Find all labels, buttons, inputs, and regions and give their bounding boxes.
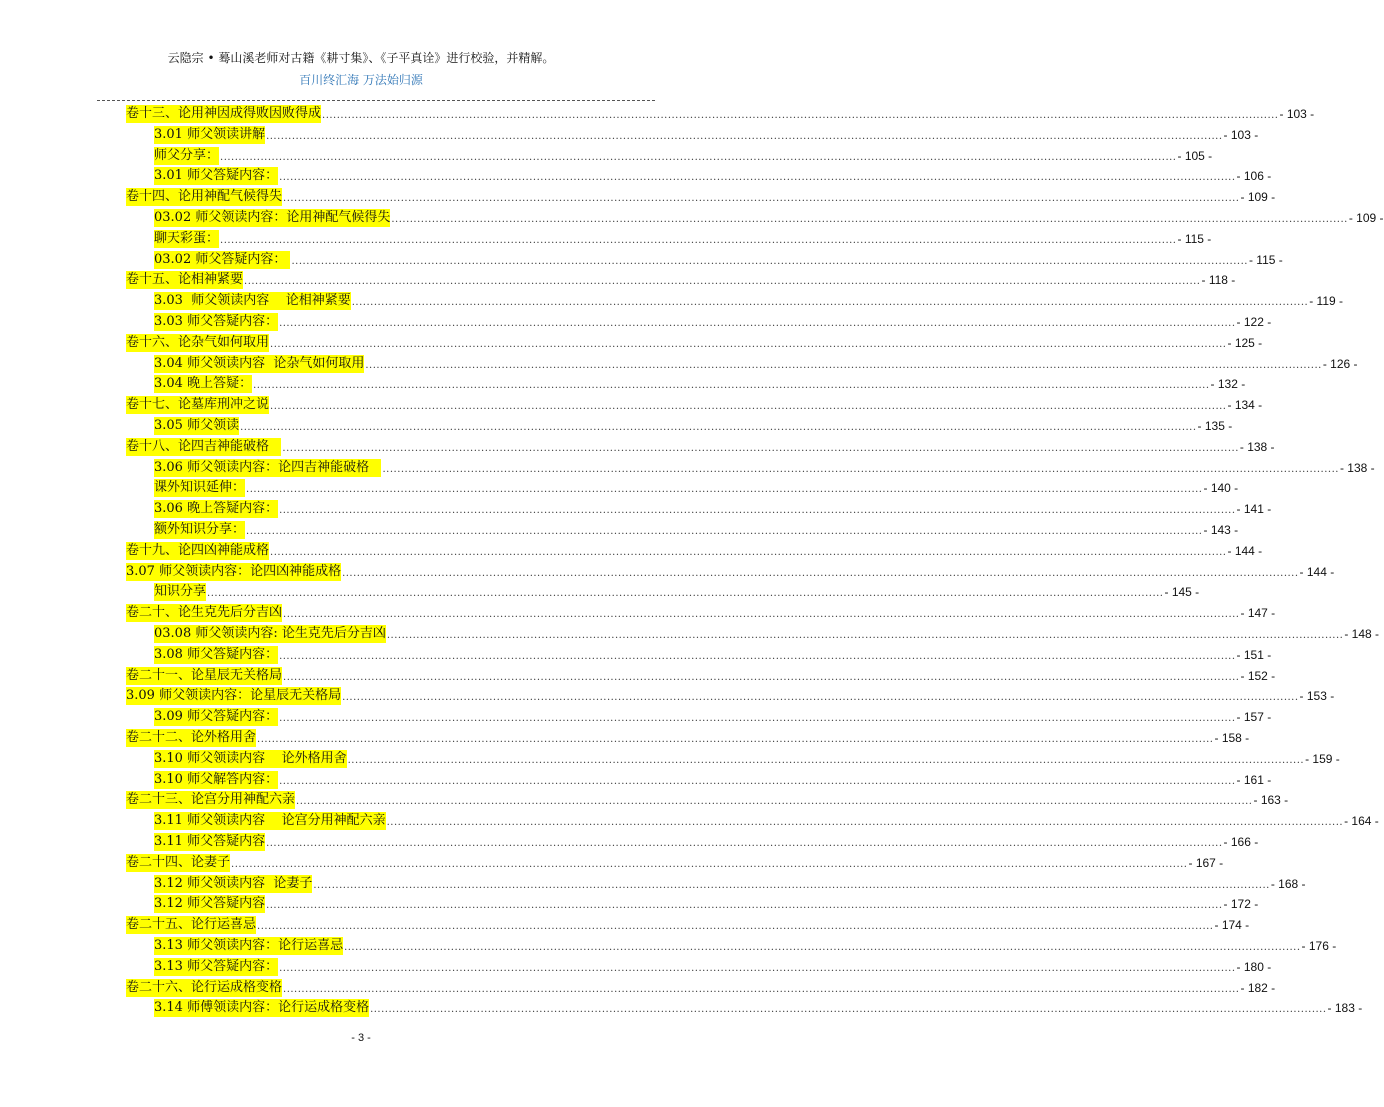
toc-entry-page: - 159 - bbox=[1305, 751, 1340, 766]
toc-entry-page: - 144 - bbox=[1227, 543, 1263, 558]
toc-entry-page: - 126 - bbox=[1322, 356, 1358, 371]
toc-entry-title: 课外知识延伸： bbox=[154, 480, 246, 496]
toc-entry-page: - 125 - bbox=[1227, 335, 1263, 350]
toc-entry[interactable] bbox=[154, 374, 1246, 394]
toc-leader-dots: .................................................................................................................................................................................................................................................................... bbox=[342, 567, 1299, 579]
toc-entry-page: - 138 - bbox=[1239, 439, 1275, 454]
toc-entry-page: - 153 - bbox=[1299, 689, 1335, 704]
toc-entry-title: 3.07 师父领读内容：论四凶神能成格 bbox=[126, 563, 342, 579]
toc-entry-page: - 147 - bbox=[1240, 606, 1276, 621]
toc-entry-page: - 141 - bbox=[1236, 502, 1272, 517]
toc-leader-dots: .................................................................................................................................................................................................................................................................... bbox=[253, 380, 1210, 392]
toc-entry-page: - 182 - bbox=[1240, 980, 1276, 995]
toc-entry[interactable] bbox=[154, 582, 1200, 602]
toc-entry[interactable] bbox=[154, 312, 1272, 332]
toc-leader-dots: .................................................................................................................................................................................................................................................................... bbox=[279, 962, 1236, 974]
toc-leader-dots: .................................................................................................................................................................................................................................................................... bbox=[266, 130, 1223, 142]
toc-entry-title: 卷二十、论生克先后分吉凶 bbox=[126, 605, 283, 621]
toc-entry[interactable] bbox=[154, 291, 1344, 311]
toc-leader-dots: .................................................................................................................................................................................................................................................................... bbox=[296, 796, 1253, 808]
toc-entry-page: - 118 - bbox=[1201, 273, 1236, 288]
toc-entry[interactable] bbox=[154, 936, 1337, 956]
toc-entry-title: 3.13 师父领读内容：论行运喜忌 bbox=[154, 938, 344, 953]
toc-leader-dots: .................................................................................................................................................................................................................................................................... bbox=[279, 172, 1236, 184]
toc-leader-dots: .................................................................................................................................................................................................................................................................... bbox=[279, 775, 1236, 787]
toc-leader-dots: .................................................................................................................................................................................................................................................................... bbox=[231, 858, 1188, 870]
toc-entry-title: 3.12 师父答疑内容 bbox=[154, 896, 266, 912]
toc-entry[interactable] bbox=[126, 915, 1250, 935]
toc-leader-dots: .................................................................................................................................................................................................................................................................... bbox=[347, 754, 1305, 766]
toc-entry-page: - 132 - bbox=[1210, 377, 1246, 392]
toc-entry-page: - 172 - bbox=[1223, 897, 1259, 912]
toc-entry[interactable] bbox=[126, 790, 1289, 810]
toc-leader-dots: .................................................................................................................................................................................................................................................................... bbox=[370, 1004, 1327, 1016]
toc-entry[interactable] bbox=[154, 499, 1272, 519]
toc-entry[interactable] bbox=[126, 853, 1224, 873]
toc-entry-title: 3.10 师父领读内容 论外格用舍 bbox=[154, 750, 347, 766]
toc-entry-title: 3.09 师父答疑内容： bbox=[154, 709, 279, 725]
toc-entry[interactable] bbox=[154, 208, 1384, 228]
toc-entry[interactable] bbox=[154, 624, 1380, 644]
toc-entry[interactable] bbox=[126, 395, 1263, 415]
toc-entry[interactable] bbox=[154, 957, 1272, 977]
toc-leader-dots: .................................................................................................................................................................................................................................................................... bbox=[244, 276, 1201, 288]
header-title: 云隐宗 • 蓦山溪老师对古籍《耕寸集》、《子平真诠》进行校验，并精解。 bbox=[167, 51, 555, 65]
toc-entry-page: - 103 - bbox=[1223, 127, 1259, 142]
toc-entry-page: - 115 - bbox=[1248, 252, 1283, 267]
toc-leader-dots: .................................................................................................................................................................................................................................................................... bbox=[283, 671, 1240, 683]
toc-entry[interactable] bbox=[126, 978, 1276, 998]
toc-leader-dots: .................................................................................................................................................................................................................................................................... bbox=[266, 838, 1223, 849]
toc-entry-title: 03.08 师父领读内容: 论生克先后分吉凶 bbox=[154, 626, 386, 641]
toc-entry-title: 03.02 师父领读内容：论用神配气候得失 bbox=[154, 210, 391, 225]
toc-leader-dots: .................................................................................................................................................................................................................................................................... bbox=[322, 110, 1279, 121]
toc-entry-page: - 106 - bbox=[1236, 169, 1272, 184]
toc-leader-dots: .................................................................................................................................................................................................................................................................... bbox=[207, 588, 1164, 600]
toc-entry-page: - 109 - bbox=[1240, 190, 1276, 205]
toc-entry-title: 3.12 师父领读内容 论妻子 bbox=[154, 875, 313, 891]
toc-entry[interactable] bbox=[154, 874, 1306, 894]
toc-entry-page: - 151 - bbox=[1236, 647, 1272, 662]
toc-entry-title: 卷十九、论四凶神能成格 bbox=[126, 542, 270, 558]
toc-entry-title: 3.01 师父领读讲解 bbox=[154, 126, 266, 142]
toc-entry-page: - 166 - bbox=[1223, 835, 1259, 849]
toc-entry-page: - 138 - bbox=[1339, 460, 1375, 475]
toc-entry-page: - 134 - bbox=[1227, 398, 1263, 413]
toc-entry-page: - 119 - bbox=[1309, 294, 1344, 309]
toc-entry-title: 卷二十三、论宫分用神配六亲 bbox=[126, 792, 296, 808]
toc-entry-page: - 158 - bbox=[1214, 731, 1250, 745]
toc-entry[interactable] bbox=[126, 562, 1335, 582]
toc-entry-page: - 115 - bbox=[1177, 231, 1212, 246]
toc-entry-title: 卷十三、论用神因成得败因败得成 bbox=[126, 106, 322, 121]
toc-entry-page: - 152 - bbox=[1240, 668, 1276, 683]
toc-leader-dots: .................................................................................................................................................................................................................................................................... bbox=[344, 942, 1301, 953]
toc-leader-dots: .................................................................................................................................................................................................................................................................... bbox=[257, 734, 1214, 745]
toc-entry-title: 3.11 师父答疑内容 bbox=[154, 834, 266, 849]
toc-entry[interactable] bbox=[154, 520, 1239, 540]
toc-leader-dots: .................................................................................................................................................................................................................................................................... bbox=[351, 297, 1309, 309]
toc-leader-dots: .................................................................................................................................................................................................................................................................... bbox=[342, 692, 1299, 704]
toc-leader-dots: .................................................................................................................................................................................................................................................................... bbox=[365, 359, 1322, 371]
toc-leader-dots: .................................................................................................................................................................................................................................................................... bbox=[282, 442, 1239, 454]
toc-entry-page: - 174 - bbox=[1214, 918, 1250, 933]
toc-entry-title: 03.02 师父答疑内容： bbox=[154, 251, 291, 267]
toc-entry[interactable] bbox=[126, 187, 1276, 207]
toc-entry[interactable] bbox=[154, 146, 1213, 166]
toc-leader-dots: .................................................................................................................................................................................................................................................................... bbox=[283, 609, 1240, 621]
toc-entry-title: 卷十五、论相神紧要 bbox=[126, 272, 244, 288]
toc-entry-title: 额外知识分享： bbox=[154, 522, 246, 537]
toc-entry-page: - 163 - bbox=[1253, 793, 1289, 808]
toc-entry-title: 卷二十六、论行运成格变格 bbox=[126, 979, 283, 995]
toc-leader-dots: .................................................................................................................................................................................................................................................................... bbox=[283, 193, 1240, 205]
toc-leader-dots: .................................................................................................................................................................................................................................................................... bbox=[279, 318, 1236, 329]
toc-entry[interactable] bbox=[126, 437, 1275, 457]
toc-entry-title: 3.01 师父答疑内容： bbox=[154, 168, 279, 184]
toc-entry-page: - 143 - bbox=[1203, 523, 1239, 537]
toc-entry-title: 3.14 师傅领读内容：论行运成格变格 bbox=[154, 1000, 370, 1016]
toc-entry-title: 卷二十一、论星辰无关格局 bbox=[126, 667, 283, 683]
toc-entry-title: 卷十六、论杂气如何取用 bbox=[126, 334, 270, 350]
toc-entry-page: - 109 - bbox=[1348, 211, 1384, 225]
toc-entry-title: 3.03 师父领读内容 论相神紧要 bbox=[154, 293, 351, 309]
toc-entry[interactable] bbox=[154, 749, 1340, 769]
toc-leader-dots: .................................................................................................................................................................................................................................................................... bbox=[279, 505, 1236, 517]
toc-entry-title: 3.05 师父领读 bbox=[154, 418, 240, 433]
toc-entry-title: 3.06 晚上答疑内容： bbox=[154, 501, 279, 517]
toc-entry[interactable] bbox=[154, 250, 1283, 270]
toc-entry-title: 卷二十五、论行运喜忌 bbox=[126, 917, 257, 933]
toc-entry-title: 师父分享： bbox=[154, 147, 220, 163]
toc-entry[interactable] bbox=[154, 832, 1259, 852]
toc-entry-page: - 183 - bbox=[1327, 1001, 1363, 1016]
toc-leader-dots: .................................................................................................................................................................................................................................................................... bbox=[386, 630, 1344, 641]
toc-entry-title: 知识分享 bbox=[154, 584, 207, 600]
toc-leader-dots: .................................................................................................................................................................................................................................................................... bbox=[391, 214, 1348, 225]
page-header bbox=[0, 50, 722, 88]
toc-entry[interactable] bbox=[154, 229, 1212, 249]
toc-leader-dots: .................................................................................................................................................................................................................................................................... bbox=[220, 151, 1177, 163]
toc-entry-page: - 180 - bbox=[1236, 959, 1272, 974]
toc-leader-dots: .................................................................................................................................................................................................................................................................... bbox=[220, 234, 1177, 246]
toc-entry[interactable] bbox=[126, 270, 1236, 290]
page-number: - 3 - bbox=[351, 1032, 371, 1044]
toc-entry-title: 3.08 师父答疑内容： bbox=[154, 646, 279, 662]
toc-entry-page: - 105 - bbox=[1177, 148, 1213, 163]
toc-leader-dots: .................................................................................................................................................................................................................................................................... bbox=[270, 546, 1227, 558]
toc-entry-page: - 122 - bbox=[1236, 315, 1272, 329]
toc-entry-title: 卷二十四、论妻子 bbox=[126, 854, 231, 870]
toc-entry[interactable] bbox=[126, 104, 1315, 124]
toc-entry[interactable] bbox=[154, 894, 1259, 914]
toc-entry-title: 聊天彩蛋： bbox=[154, 230, 220, 246]
toc-entry-title: 卷二十二、论外格用舍 bbox=[126, 730, 257, 745]
toc-entry-page: - 168 - bbox=[1270, 876, 1306, 891]
toc-entry-title: 3.10 师父解答内容： bbox=[154, 771, 279, 787]
toc-leader-dots: .................................................................................................................................................................................................................................................................... bbox=[270, 338, 1227, 350]
toc-entry[interactable] bbox=[154, 354, 1358, 374]
toc-entry-title: 3.03 师父答疑内容： bbox=[154, 314, 279, 329]
header-divider bbox=[97, 100, 655, 101]
toc-leader-dots: .................................................................................................................................................................................................................................................................... bbox=[240, 422, 1197, 433]
toc-leader-dots: .................................................................................................................................................................................................................................................................... bbox=[246, 526, 1203, 537]
header-subtitle: 百川终汇海 万法始归源 bbox=[299, 73, 423, 87]
toc-entry[interactable] bbox=[154, 645, 1272, 665]
toc-leader-dots: .................................................................................................................................................................................................................................................................... bbox=[246, 484, 1203, 496]
toc-leader-dots: .................................................................................................................................................................................................................................................................... bbox=[270, 401, 1227, 413]
toc-leader-dots: .................................................................................................................................................................................................................................................................... bbox=[257, 921, 1214, 933]
toc-entry-title: 3.09 师父领读内容：论星辰无关格局 bbox=[126, 688, 342, 704]
toc-entry[interactable] bbox=[126, 686, 1335, 706]
toc-entry-page: - 144 - bbox=[1299, 564, 1335, 579]
toc-entry[interactable] bbox=[126, 603, 1276, 623]
toc-entry-title: 3.06 师父领读内容：论四吉神能破格 bbox=[154, 459, 382, 475]
toc-entry[interactable] bbox=[154, 125, 1259, 145]
toc-entry-title: 卷十四、论用神配气候得失 bbox=[126, 189, 283, 205]
toc-entry-title: 3.11 师父领读内容 论宫分用神配六亲 bbox=[154, 813, 386, 829]
toc-leader-dots: .................................................................................................................................................................................................................................................................... bbox=[279, 650, 1236, 662]
toc-entry-title: 3.04 晚上答疑： bbox=[154, 376, 253, 392]
toc-entry-page: - 103 - bbox=[1279, 107, 1315, 121]
toc-entry-page: - 176 - bbox=[1301, 939, 1337, 953]
toc-entry[interactable] bbox=[154, 998, 1363, 1018]
toc-entry-title: 卷十七、论墓库刑冲之说 bbox=[126, 397, 270, 413]
toc-leader-dots: .................................................................................................................................................................................................................................................................... bbox=[266, 900, 1223, 912]
toc-entry-title: 卷十八、论四吉神能破格 bbox=[126, 438, 282, 454]
toc-entry[interactable] bbox=[154, 770, 1272, 790]
toc-entry-page: - 157 - bbox=[1236, 710, 1272, 725]
toc-entry[interactable] bbox=[154, 458, 1375, 478]
toc-leader-dots: .................................................................................................................................................................................................................................................................... bbox=[313, 879, 1270, 891]
toc-leader-dots: .................................................................................................................................................................................................................................................................... bbox=[283, 983, 1240, 995]
toc-leader-dots: .................................................................................................................................................................................................................................................................... bbox=[279, 713, 1236, 725]
toc-entry-page: - 148 - bbox=[1344, 627, 1380, 641]
toc-entry-title: 3.13 师父答疑内容： bbox=[154, 958, 279, 974]
toc-entry-page: - 161 - bbox=[1236, 772, 1272, 787]
toc-entry[interactable] bbox=[154, 478, 1239, 498]
toc-entry[interactable] bbox=[126, 728, 1250, 748]
toc-entry[interactable] bbox=[126, 666, 1276, 686]
toc-entry[interactable] bbox=[126, 333, 1263, 353]
toc-entry-page: - 164 - bbox=[1344, 814, 1379, 829]
toc-entry[interactable] bbox=[154, 707, 1272, 727]
toc-entry[interactable] bbox=[154, 416, 1233, 436]
toc-entry-page: - 135 - bbox=[1197, 419, 1233, 433]
toc-leader-dots: .................................................................................................................................................................................................................................................................... bbox=[382, 463, 1339, 475]
toc-entry-title: 3.04 师父领读内容 论杂气如何取用 bbox=[154, 355, 365, 371]
toc-entry-page: - 140 - bbox=[1203, 481, 1239, 496]
toc-entry[interactable] bbox=[126, 541, 1263, 561]
toc-entry[interactable] bbox=[154, 166, 1272, 186]
toc-entry[interactable] bbox=[154, 811, 1379, 831]
toc-leader-dots: .................................................................................................................................................................................................................................................................... bbox=[291, 255, 1248, 267]
toc-entry-page: - 167 - bbox=[1188, 855, 1224, 870]
toc-entry-page: - 145 - bbox=[1164, 585, 1200, 600]
toc-leader-dots: .................................................................................................................................................................................................................................................................... bbox=[386, 817, 1344, 829]
